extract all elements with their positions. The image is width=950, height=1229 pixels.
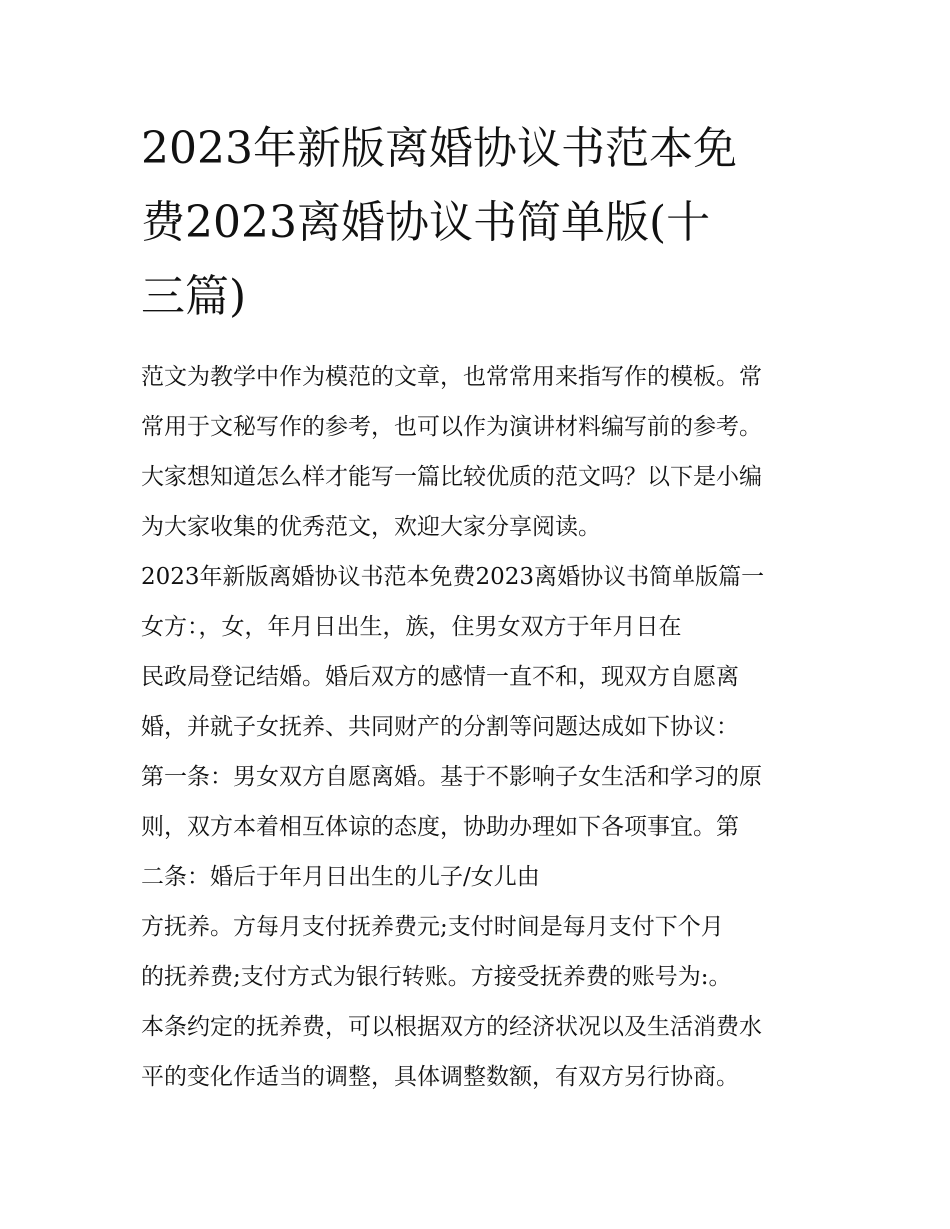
body-line: 二条：婚后于年月日出生的儿子/女儿由 <box>141 864 540 890</box>
document-page <box>141 112 821 1102</box>
title-line-2: 费2023离婚协议书简单版(十 <box>141 197 711 248</box>
body-line: 大家想知道怎么样才能写一篇比较优质的范文吗？以下是小编 <box>141 464 762 490</box>
body-line: 第一条：男女双方自愿离婚。基于不影响子女生活和学习的原 <box>141 764 762 790</box>
body-line: 平的变化作适当的调整，具体调整数额，有双方另行协商。 <box>141 1064 739 1090</box>
body-line: 的抚养费;支付方式为银行转账。方接受抚养费的账号为:。 <box>141 964 732 990</box>
body-line: 范文为教学中作为模范的文章，也常常用来指写作的模板。常 <box>141 364 762 390</box>
body-line: 为大家收集的优秀范文，欢迎大家分享阅读。 <box>141 514 601 540</box>
body-line: 婚，并就子女抚养、共同财产的分割等问题达成如下协议： <box>141 714 739 740</box>
body-line: 女方：，女，年月日出生，族，住男女双方于年月日在 <box>141 614 682 640</box>
body-line: 方抚养。方每月支付抚养费元;支付时间是每月支付下个月 <box>141 914 724 940</box>
document-title <box>141 112 821 334</box>
title-line-1: 2023年新版离婚协议书范本免 <box>141 123 737 174</box>
body-line: 则，双方本着相互体谅的态度，协助办理如下各项事宜。第 <box>141 814 739 840</box>
section-heading: 2023年新版离婚协议书范本免费2023离婚协议书简单版篇一 <box>141 564 765 590</box>
title-line-3: 三篇) <box>141 271 247 322</box>
body-line: 本条约定的抚养费，可以根据双方的经济状况以及生活消费水 <box>141 1014 762 1040</box>
document-body <box>141 352 821 1102</box>
body-line: 常用于文秘写作的参考，也可以作为演讲材料编写前的参考。 <box>141 414 762 440</box>
body-line: 民政局登记结婚。婚后双方的感情一直不和，现双方自愿离 <box>141 664 739 690</box>
